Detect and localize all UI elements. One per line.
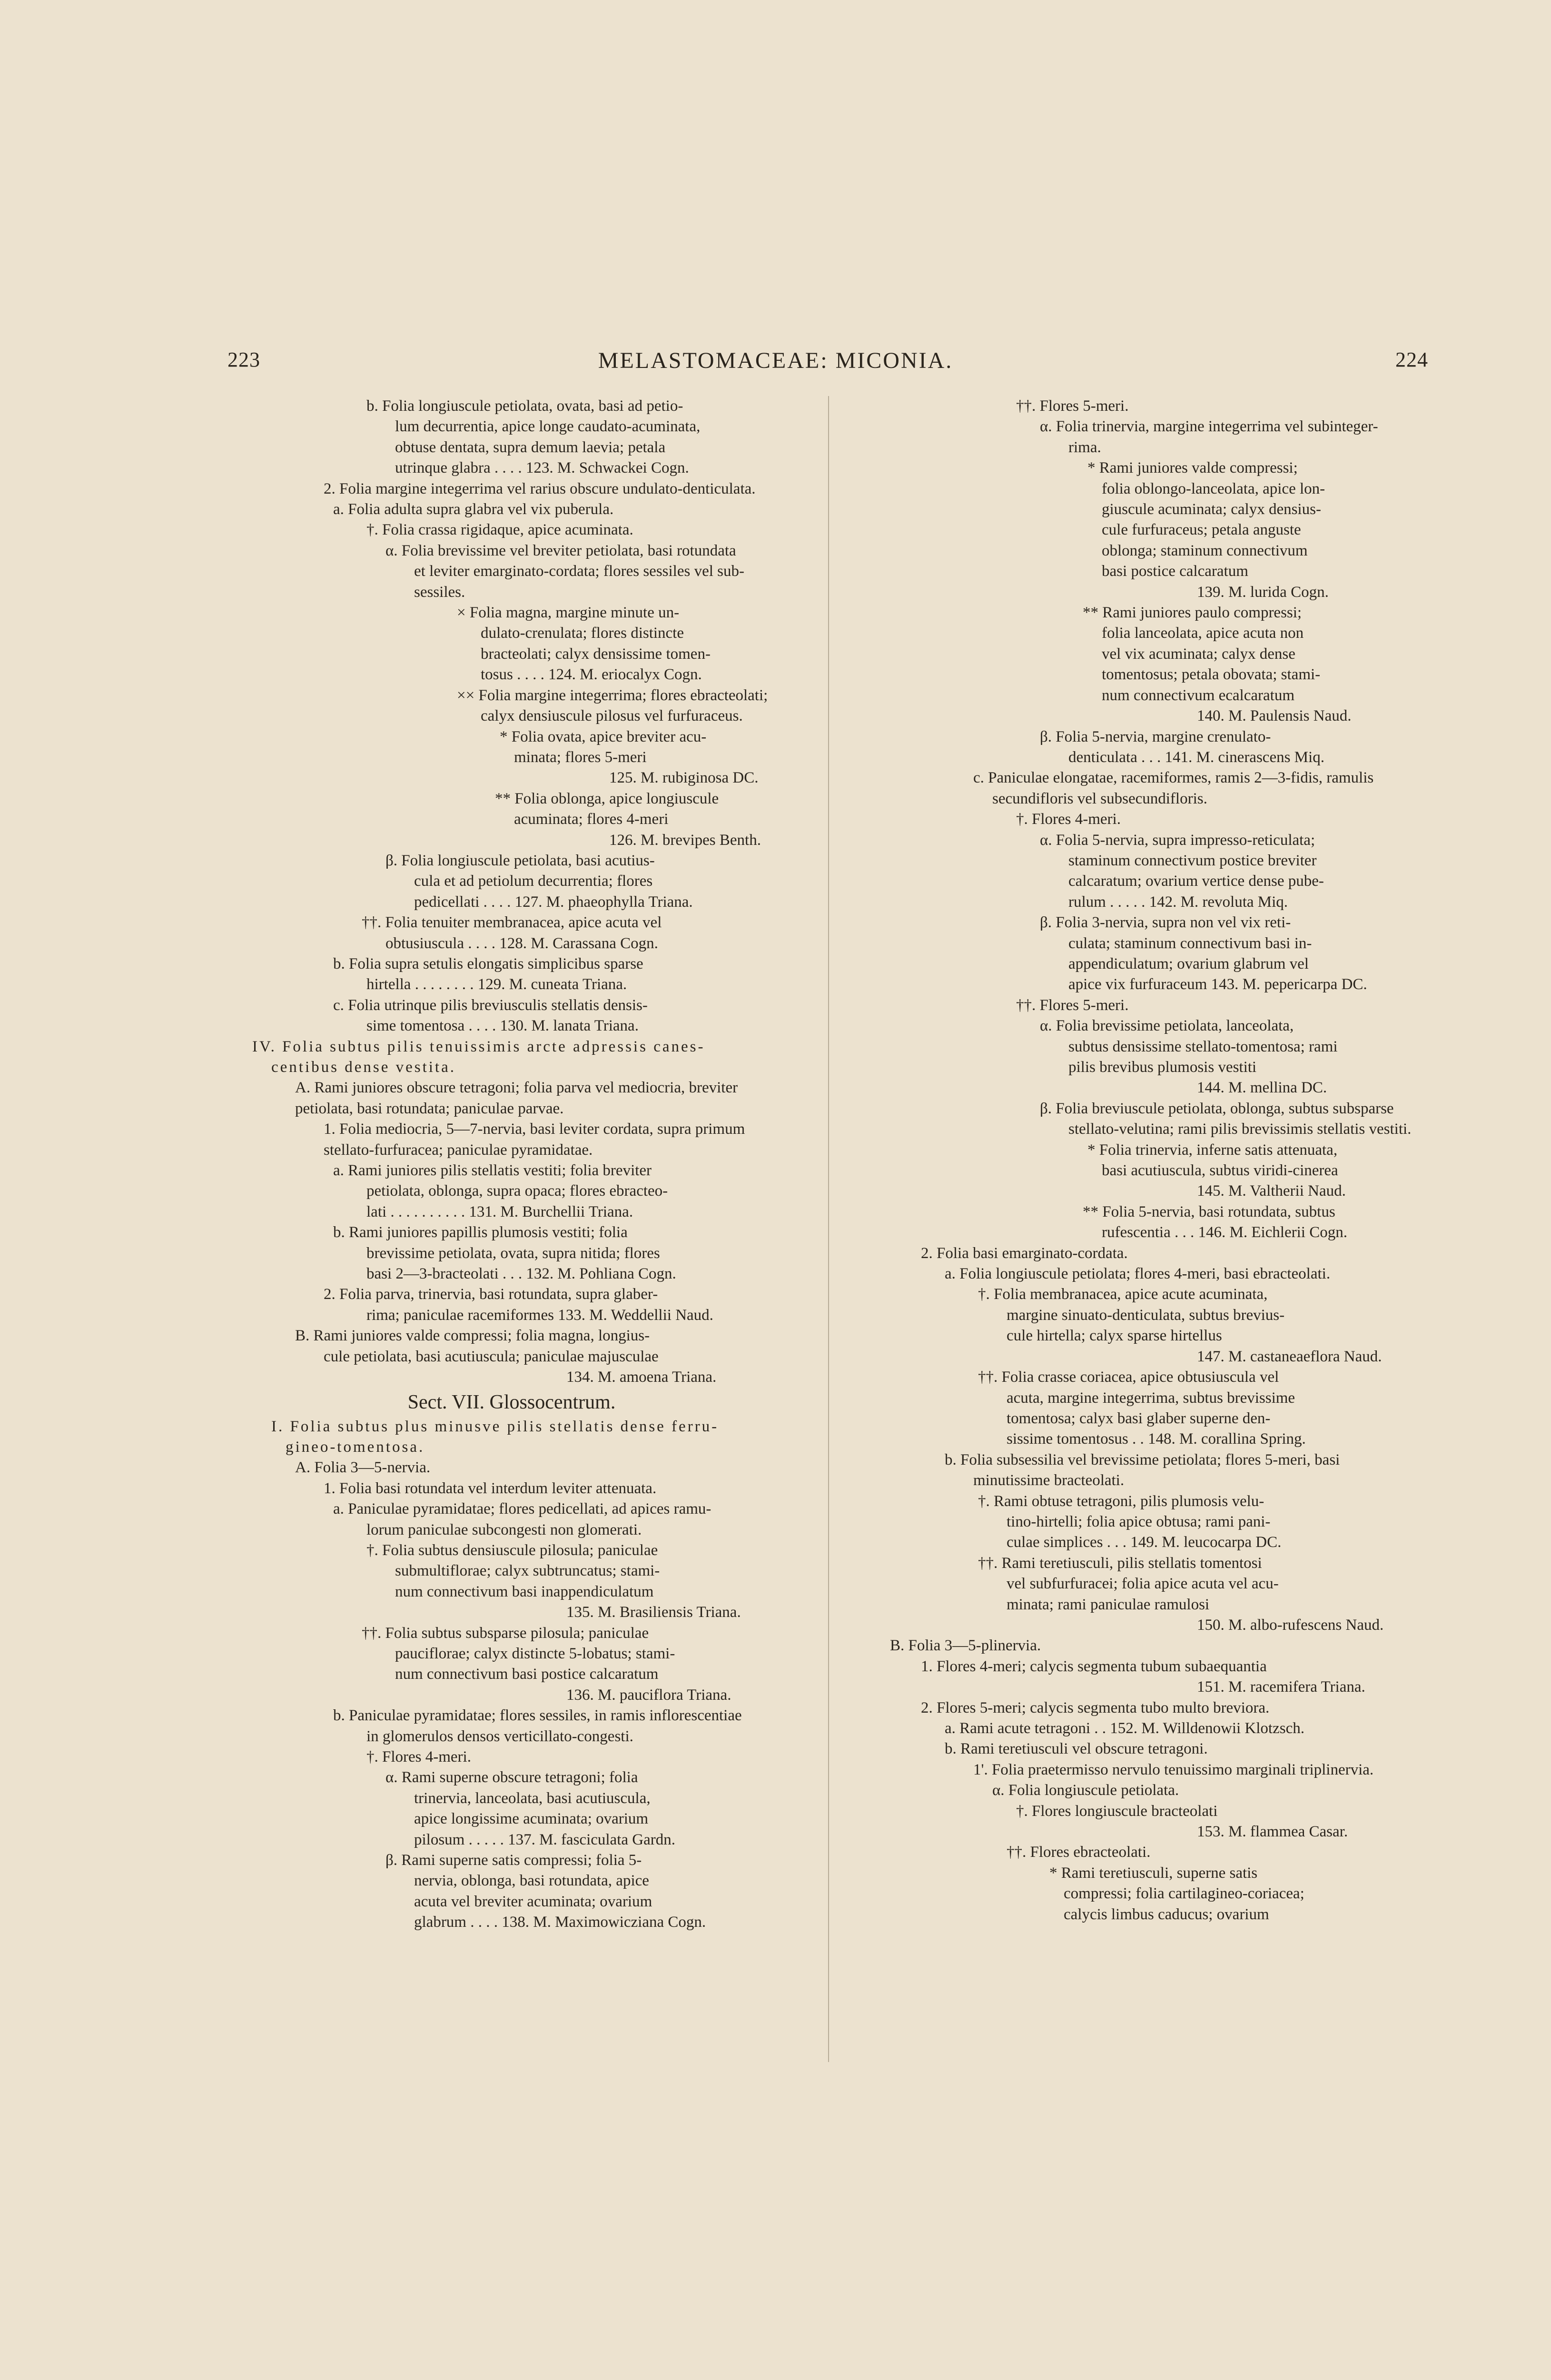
key-line: appendiculatum; ovarium glabrum vel (1068, 955, 1309, 972)
key-line: b. Paniculae pyramidatae; flores sessiles, in ramis inflorescentiae (333, 1707, 742, 1725)
key-line: 125. M. rubiginosa DC. (609, 769, 759, 787)
running-title: MELASTOMACEAE: MICONIA. (598, 348, 953, 373)
key-line: b. Rami juniores papillis plumosis vestiti; folia (333, 1224, 628, 1241)
key-line: * Folia ovata, apice breviter acu- (500, 728, 707, 745)
key-line: 153. M. flammea Casar. (1197, 1823, 1348, 1841)
key-line: obtusiuscula . . . . 128. M. Carassana Cogn. (385, 934, 658, 952)
key-line: ††. Folia subtus subsparse pilosula; paniculae (362, 1624, 649, 1642)
key-line: calyx densiuscule pilosus vel furfuraceus. (481, 707, 743, 725)
key-line: †. Flores 4-meri. (1016, 811, 1121, 828)
key-line: pilis brevibus plumosis vestiti (1068, 1059, 1257, 1076)
key-line: 139. M. lurida Cogn. (1197, 583, 1329, 601)
key-line: apice vix furfuraceum 143. M. pepericarpa DC. (1068, 976, 1367, 993)
key-line: acuminata; flores 4-meri (514, 811, 669, 828)
key-line: 2. Folia margine integerrima vel rarius obscure undulato-denticulata. (324, 480, 756, 497)
key-line: cule furfuraceus; petala anguste (1102, 521, 1301, 539)
left-page-number: 223 (227, 348, 260, 371)
key-line: 140. M. Paulensis Naud. (1197, 707, 1352, 725)
key-line: culata; staminum connectivum basi in- (1068, 934, 1312, 952)
key-line: 150. M. albo-rufescens Naud. (1197, 1616, 1384, 1634)
key-line: †. Flores 4-meri. (366, 1748, 471, 1765)
key-line: †. Folia subtus densiuscule pilosula; paniculae (366, 1541, 658, 1559)
key-line: utrinque glabra . . . . 123. M. Schwackei Cogn. (395, 459, 689, 477)
key-line: b. Folia supra setulis elongatis simplicibus sparse (333, 955, 643, 972)
key-line: calcaratum; ovarium vertice dense pube- (1068, 873, 1324, 890)
key-line: trinervia, lanceolata, basi acutiuscula, (414, 1789, 651, 1807)
key-line: 145. M. Valtherii Naud. (1197, 1182, 1346, 1200)
key-line: 136. M. pauciflora Triana. (566, 1686, 731, 1704)
key-line: secundifloris vel subsecundifloris. (992, 790, 1207, 807)
key-line: ††. Rami teretiusculi, pilis stellatis tomentosi (978, 1554, 1262, 1572)
key-line: †. Rami obtuse tetragoni, pilis plumosis velu- (978, 1492, 1265, 1510)
key-line: acuta vel breviter acuminata; ovarium (414, 1893, 652, 1910)
key-line: in glomerulos densos verticillato-congesti. (366, 1727, 633, 1745)
key-line: 2. Folia basi emarginato-cordata. (921, 1244, 1128, 1262)
key-line: num connectivum ecalcaratum (1102, 686, 1294, 704)
key-line: 1. Flores 4-meri; calycis segmenta tubum subaequantia (921, 1657, 1267, 1675)
key-line: 144. M. mellina DC. (1197, 1079, 1327, 1097)
key-line: basi postice calcaratum (1102, 563, 1248, 580)
key-line: a. Folia longiuscule petiolata; flores 4-meri, basi ebracteolati. (945, 1265, 1331, 1283)
key-line: obtuse dentata, supra demum laevia; petala (395, 438, 666, 456)
key-line: minata; flores 5-meri (514, 748, 647, 766)
key-line: subtus densissime stellato-tomentosa; rami (1068, 1038, 1338, 1055)
key-line: ††. Flores 5-meri. (1016, 397, 1129, 415)
key-line: β. Folia breviuscule petiolata, oblonga, subtus subsparse (1040, 1100, 1394, 1117)
key-line: tomentosus; petala obovata; stami- (1102, 666, 1321, 684)
key-line: et leviter emarginato-cordata; flores sessiles vel sub- (414, 563, 744, 580)
key-line: num connectivum basi postice calcaratum (395, 1666, 659, 1683)
key-line: ×× Folia margine integerrima; flores ebracteolati; (457, 686, 768, 704)
key-line: β. Folia 3-nervia, supra non vel vix reti- (1040, 914, 1291, 932)
key-line: a. Paniculae pyramidatae; flores pedicellati, ad apices ramu- (333, 1500, 711, 1518)
key-line: num connectivum basi inappendiculatum (395, 1583, 654, 1600)
key-line: basi acutiuscula, subtus viridi-cinerea (1102, 1162, 1338, 1180)
left-column (247, 396, 776, 1933)
key-line: b. Folia longiuscule petiolata, ovata, basi ad petio- (366, 397, 683, 415)
key-line: acuta, margine integerrima, subtus brevissime (1007, 1389, 1295, 1407)
key-line: α. Rami superne obscure tetragoni; folia (385, 1769, 638, 1786)
key-line: lorum paniculae subcongesti non glomerati. (366, 1521, 642, 1538)
key-line: petiolata, basi rotundata; paniculae parvae. (295, 1100, 564, 1117)
key-line: brevissime petiolata, ovata, supra nitida; flores (366, 1244, 660, 1262)
key-line: folia oblongo-lanceolata, apice lon- (1102, 480, 1325, 497)
key-line: pilosum . . . . . 137. M. fasciculata Gardn. (414, 1831, 675, 1848)
key-line: †. Folia crassa rigidaque, apice acuminata. (366, 521, 633, 539)
key-line: 135. M. Brasiliensis Triana. (566, 1604, 741, 1621)
key-line: β. Folia 5-nervia, margine crenulato- (1040, 728, 1271, 745)
key-line: 1'. Folia praetermisso nervulo tenuissimo marginali triplinervia. (973, 1761, 1374, 1778)
key-line: stellato-furfuracea; paniculae pyramidatae. (324, 1141, 593, 1159)
key-line: sessiles. (414, 583, 465, 601)
key-line: α. Folia brevissime vel breviter petiolata, basi rotundata (385, 542, 736, 559)
key-line: β. Folia longiuscule petiolata, basi acutius- (385, 852, 655, 869)
key-line: giuscule acuminata; calyx densius- (1102, 501, 1321, 518)
key-line: b. Rami teretiusculi vel obscure tetragoni. (945, 1740, 1208, 1758)
key-line: ††. Folia crasse coriacea, apice obtusiuscula vel (978, 1368, 1279, 1386)
key-line: α. Folia 5-nervia, supra impresso-reticulata; (1040, 831, 1315, 849)
key-line: †. Flores longiuscule bracteolati (1016, 1802, 1218, 1820)
key-line: lum decurrentia, apice longe caudato-acuminata, (395, 418, 701, 436)
key-line: sime tomentosa . . . . 130. M. lanata Triana. (366, 1017, 639, 1035)
key-line: basi 2—3-bracteolati . . . 132. M. Pohliana Cogn. (366, 1265, 676, 1283)
right-column (888, 396, 1416, 1925)
key-line: α. Folia longiuscule petiolata. (992, 1782, 1179, 1799)
key-line: ††. Flores 5-meri. (1016, 996, 1129, 1014)
key-line: 151. M. racemifera Triana. (1197, 1678, 1365, 1696)
key-line: gineo-tomentosa. (286, 1438, 425, 1456)
key-line: ** Rami juniores paulo compressi; (1083, 604, 1302, 622)
key-line: cule hirtella; calyx sparse hirtellus (1007, 1327, 1222, 1345)
key-line: A. Folia 3—5-nervia. (295, 1459, 431, 1477)
key-line: pedicellati . . . . 127. M. phaeophylla Triana. (414, 893, 693, 911)
key-line: sissime tomentosus . . 148. M. corallina Spring. (1007, 1430, 1306, 1448)
key-line: cule petiolata, basi acutiuscula; paniculae majusculae (324, 1348, 659, 1365)
key-line: stellato-velutina; rami pilis brevissimis stellatis vestiti. (1068, 1121, 1412, 1138)
key-line: ** Folia oblonga, apice longiuscule (495, 790, 719, 807)
key-line: bracteolati; calyx densissime tomen- (481, 645, 711, 663)
key-line: vel subfurfuracei; folia apice acuta vel acu- (1007, 1575, 1279, 1593)
key-line: a. Folia adulta supra glabra vel vix puberula. (333, 501, 614, 518)
key-line: vel vix acuminata; calyx dense (1102, 645, 1295, 663)
key-line: margine sinuato-denticulata, subtus brevius- (1007, 1306, 1285, 1324)
key-line: rima; paniculae racemiformes 133. M. Weddellii Naud. (366, 1306, 713, 1324)
key-line: hirtella . . . . . . . . 129. M. cuneata Triana. (366, 976, 627, 993)
key-line: apice longissime acuminata; ovarium (414, 1810, 649, 1828)
key-line: centibus dense vestita. (271, 1059, 456, 1076)
key-line: 147. M. castaneaeflora Naud. (1197, 1348, 1382, 1365)
key-line: 2. Flores 5-meri; calycis segmenta tubo multo breviora. (921, 1699, 1270, 1716)
key-line: pauciflorae; calyx distincte 5-lobatus; stami- (395, 1645, 675, 1662)
key-line: b. Folia subsessilia vel brevissime petiolata; flores 5-meri, basi (945, 1451, 1340, 1468)
key-line: a. Rami acute tetragoni . . 152. M. Willdenowii Klotzsch. (945, 1720, 1304, 1737)
key-line: 1. Folia basi rotundata vel interdum leviter attenuata. (324, 1479, 657, 1497)
key-line: 1. Folia mediocria, 5—7-nervia, basi leviter cordata, supra primum (324, 1121, 745, 1138)
key-line: denticulata . . . 141. M. cinerascens Miq. (1068, 748, 1324, 766)
key-line: I. Folia subtus plus minusve pilis stellatis dense ferru- (271, 1418, 719, 1435)
key-line: †. Folia membranacea, apice acute acuminata, (978, 1286, 1268, 1303)
key-line: c. Paniculae elongatae, racemiformes, ramis 2—3-fidis, ramulis (973, 769, 1374, 787)
key-line: a. Rami juniores pilis stellatis vestiti; folia breviter (333, 1162, 652, 1180)
key-line: nervia, oblonga, basi rotundata, apice (414, 1872, 649, 1890)
key-line: 134. M. amoena Triana. (566, 1368, 717, 1386)
key-line: * Rami teretiusculi, superne satis (1049, 1864, 1258, 1882)
key-line: lati . . . . . . . . . . 131. M. Burchellii Triana. (366, 1203, 633, 1220)
key-line: α. Folia brevissime petiolata, lanceolata, (1040, 1017, 1294, 1035)
right-page-number: 224 (1395, 348, 1428, 371)
key-line: ** Folia 5-nervia, basi rotundata, subtus (1083, 1203, 1335, 1220)
key-line: glabrum . . . . 138. M. Maximowicziana Cogn. (414, 1914, 706, 1931)
key-line: 126. M. brevipes Benth. (609, 831, 761, 849)
key-line: minata; rami paniculae ramulosi (1007, 1596, 1210, 1613)
key-line: * Folia trinervia, inferne satis attenuata, (1087, 1141, 1338, 1159)
key-line: cula et ad petiolum decurrentia; flores (414, 873, 653, 890)
key-line: * Rami juniores valde compressi; (1087, 459, 1298, 477)
section-heading: Sect. VII. Glossocentrum. (407, 1391, 616, 1413)
key-line: minutissime bracteolati. (973, 1472, 1125, 1489)
key-line: rulum . . . . . 142. M. revoluta Miq. (1068, 893, 1288, 911)
key-line: petiolata, oblonga, supra opaca; flores ebracteo- (366, 1182, 668, 1200)
key-line: ††. Flores ebracteolati. (1007, 1844, 1151, 1861)
key-line: × Folia magna, margine minute un- (457, 604, 680, 622)
key-line: calycis limbus caducus; ovarium (1064, 1905, 1269, 1923)
key-line: dulato-crenulata; flores distincte (481, 625, 684, 642)
key-line: tino-hirtelli; folia apice obtusa; rami pani- (1007, 1513, 1271, 1530)
key-line: B. Rami juniores valde compressi; folia magna, longius- (295, 1327, 650, 1345)
column-divider (828, 396, 829, 2062)
key-line: staminum connectivum postice breviter (1068, 852, 1317, 869)
key-line: rufescentia . . . 146. M. Eichlerii Cogn. (1102, 1224, 1347, 1241)
key-line: IV. Folia subtus pilis tenuissimis arcte adpressis canes- (252, 1038, 705, 1055)
key-line: 2. Folia parva, trinervia, basi rotundata, supra glaber- (324, 1286, 658, 1303)
key-line: α. Folia trinervia, margine integerrima vel subinteger- (1040, 418, 1378, 436)
key-line: submultiflorae; calyx subtruncatus; stami- (395, 1562, 660, 1580)
key-line: folia lanceolata, apice acuta non (1102, 625, 1304, 642)
key-line: tosus . . . . 124. M. eriocalyx Cogn. (481, 666, 702, 684)
key-line: culae simplices . . . 149. M. leucocarpa DC. (1007, 1534, 1282, 1551)
key-line: A. Rami juniores obscure tetragoni; folia parva vel mediocria, breviter (295, 1079, 738, 1097)
key-line: rima. (1068, 438, 1101, 456)
key-line: β. Rami superne satis compressi; folia 5- (385, 1852, 642, 1869)
key-line: tomentosa; calyx basi glaber superne den- (1007, 1409, 1271, 1427)
key-line: B. Folia 3—5-plinervia. (890, 1637, 1041, 1655)
key-line: ††. Folia tenuiter membranacea, apice acuta vel (362, 914, 662, 932)
key-line: c. Folia utrinque pilis breviusculis stellatis densis- (333, 996, 648, 1014)
key-line: oblonga; staminum connectivum (1102, 542, 1308, 559)
key-line: compressi; folia cartilagineo-coriacea; (1064, 1885, 1304, 1903)
